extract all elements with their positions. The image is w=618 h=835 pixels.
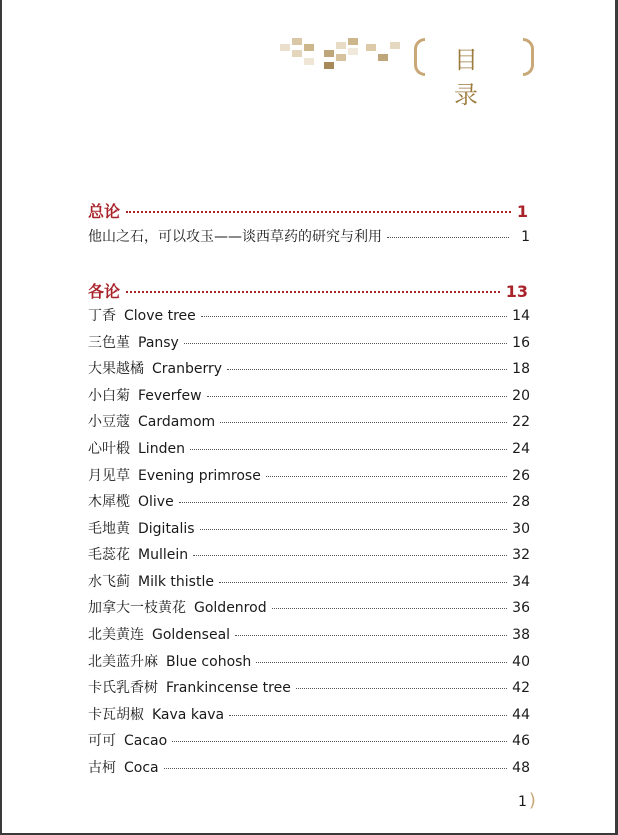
dot-leader bbox=[296, 688, 507, 689]
entry-page: 20 bbox=[512, 388, 530, 404]
page-title: 目 录 bbox=[454, 46, 498, 109]
toc-entry[interactable] bbox=[88, 332, 530, 350]
dot-leader bbox=[235, 635, 507, 636]
toc-section-general[interactable] bbox=[88, 199, 528, 221]
toc-entry[interactable] bbox=[88, 226, 530, 244]
entry-page: 26 bbox=[512, 468, 530, 484]
entry-chinese-name: 大果越橘 bbox=[88, 361, 144, 377]
entry-chinese-name: 可可 bbox=[88, 733, 116, 749]
dot-leader bbox=[266, 476, 507, 477]
dot-leader bbox=[164, 768, 508, 769]
entry-english-name: Cranberry bbox=[152, 361, 223, 377]
section-page: 13 bbox=[505, 282, 528, 301]
entry-english-name: Mullein bbox=[138, 547, 189, 563]
dot-leader bbox=[190, 449, 507, 450]
toc-entry[interactable] bbox=[88, 438, 530, 456]
entry-chinese-name: 水飞蓟 bbox=[88, 574, 130, 590]
bracket-left bbox=[414, 38, 425, 76]
entry-page: 1 bbox=[521, 229, 530, 245]
dot-leader bbox=[126, 211, 511, 213]
entry-english-name: Coca bbox=[124, 760, 159, 776]
toc-entry[interactable] bbox=[88, 677, 530, 695]
toc-entry[interactable] bbox=[88, 757, 530, 775]
section-title: 总论 bbox=[88, 202, 121, 221]
entry-english-name: Linden bbox=[138, 441, 185, 457]
entry-chinese-name: 加拿大一枝黄花 bbox=[88, 600, 186, 616]
dot-leader bbox=[184, 343, 507, 344]
entry-english-name: Olive bbox=[138, 494, 174, 510]
toc-entry[interactable] bbox=[88, 491, 530, 509]
entry-page: 32 bbox=[512, 547, 530, 563]
toc-entry[interactable] bbox=[88, 730, 530, 748]
dot-leader bbox=[387, 237, 509, 238]
dot-leader bbox=[272, 608, 508, 609]
bracket-right bbox=[523, 38, 534, 76]
entry-page: 14 bbox=[512, 308, 530, 324]
entry-chinese-name: 他山之石，可以攻玉——谈西草药的研究与利用 bbox=[88, 229, 382, 245]
entry-english-name: Cacao bbox=[124, 733, 168, 749]
entry-page: 48 bbox=[512, 760, 530, 776]
page-number-value: 1 bbox=[518, 794, 527, 810]
entry-english-name: Blue cohosh bbox=[166, 654, 252, 670]
dot-leader bbox=[193, 555, 507, 556]
dot-leader bbox=[201, 316, 507, 317]
toc-entry[interactable] bbox=[88, 571, 530, 589]
dot-leader bbox=[200, 529, 508, 530]
dot-leader bbox=[229, 715, 507, 716]
entry-chinese-name: 毛蕊花 bbox=[88, 547, 130, 563]
entry-chinese-name: 小豆蔻 bbox=[88, 414, 130, 430]
entry-chinese-name: 小白菊 bbox=[88, 388, 130, 404]
entry-chinese-name: 北美蓝升麻 bbox=[88, 654, 158, 670]
toc-entry[interactable] bbox=[88, 518, 530, 536]
toc-section-monographs[interactable] bbox=[88, 279, 528, 301]
dot-leader bbox=[126, 291, 500, 293]
dot-leader bbox=[207, 396, 508, 397]
entry-english-name: Pansy bbox=[138, 335, 179, 351]
entry-chinese-name: 卡氏乳香树 bbox=[88, 680, 158, 696]
entry-english-name: Kava kava bbox=[152, 707, 225, 723]
entry-page: 46 bbox=[512, 733, 530, 749]
entry-english-name: Goldenrod bbox=[194, 600, 267, 616]
entry-page: 28 bbox=[512, 494, 530, 510]
entry-page: 16 bbox=[512, 335, 530, 351]
toc-entry[interactable] bbox=[88, 597, 530, 615]
toc-entry[interactable] bbox=[88, 411, 530, 429]
entry-chinese-name: 古柯 bbox=[88, 760, 116, 776]
entry-chinese-name: 卡瓦胡椒 bbox=[88, 707, 144, 723]
entry-page: 22 bbox=[512, 414, 530, 430]
entry-english-name: Evening primrose bbox=[138, 468, 261, 484]
toc-entry[interactable] bbox=[88, 624, 530, 642]
entry-page: 30 bbox=[512, 521, 530, 537]
entry-english-name: Frankincense tree bbox=[166, 680, 291, 696]
dot-leader bbox=[227, 369, 507, 370]
entry-page: 24 bbox=[512, 441, 530, 457]
dot-leader bbox=[220, 422, 507, 423]
decorative-mosaic bbox=[280, 38, 400, 72]
toc-entry[interactable] bbox=[88, 651, 530, 669]
entry-page: 44 bbox=[512, 707, 530, 723]
entry-chinese-name: 心叶椴 bbox=[88, 441, 130, 457]
entry-page: 18 bbox=[512, 361, 530, 377]
toc-entry[interactable] bbox=[88, 358, 530, 376]
entry-chinese-name: 北美黄连 bbox=[88, 627, 144, 643]
entry-page: 42 bbox=[512, 680, 530, 696]
entry-chinese-name: 月见草 bbox=[88, 468, 130, 484]
entry-page: 34 bbox=[512, 574, 530, 590]
dot-leader bbox=[256, 662, 507, 663]
page-border-left bbox=[0, 0, 2, 835]
entry-page: 36 bbox=[512, 600, 530, 616]
dot-leader bbox=[179, 502, 507, 503]
toc-entry[interactable] bbox=[88, 704, 530, 722]
entry-chinese-name: 毛地黄 bbox=[88, 521, 130, 537]
entry-english-name: Feverfew bbox=[138, 388, 202, 404]
entry-english-name: Cardamom bbox=[138, 414, 216, 430]
toc-entry[interactable] bbox=[88, 385, 530, 403]
page-number bbox=[518, 790, 536, 811]
entry-english-name: Digitalis bbox=[138, 521, 195, 537]
section-title: 各论 bbox=[88, 282, 121, 301]
dot-leader bbox=[219, 582, 507, 583]
dot-leader bbox=[172, 741, 507, 742]
entry-chinese-name: 三色堇 bbox=[88, 335, 130, 351]
entry-english-name: Goldenseal bbox=[152, 627, 231, 643]
entry-english-name: Clove tree bbox=[124, 308, 196, 324]
toc-entry[interactable] bbox=[88, 305, 530, 323]
page-number-paren: ) bbox=[528, 790, 536, 811]
toc-entry[interactable] bbox=[88, 544, 530, 562]
entry-page: 38 bbox=[512, 627, 530, 643]
entry-page: 40 bbox=[512, 654, 530, 670]
entry-english-name: Milk thistle bbox=[138, 574, 214, 590]
toc-title-box bbox=[414, 38, 534, 109]
section-page: 1 bbox=[516, 202, 528, 221]
toc-entry[interactable] bbox=[88, 465, 530, 483]
entry-chinese-name: 丁香 bbox=[88, 308, 116, 324]
entry-chinese-name: 木犀榄 bbox=[88, 494, 130, 510]
